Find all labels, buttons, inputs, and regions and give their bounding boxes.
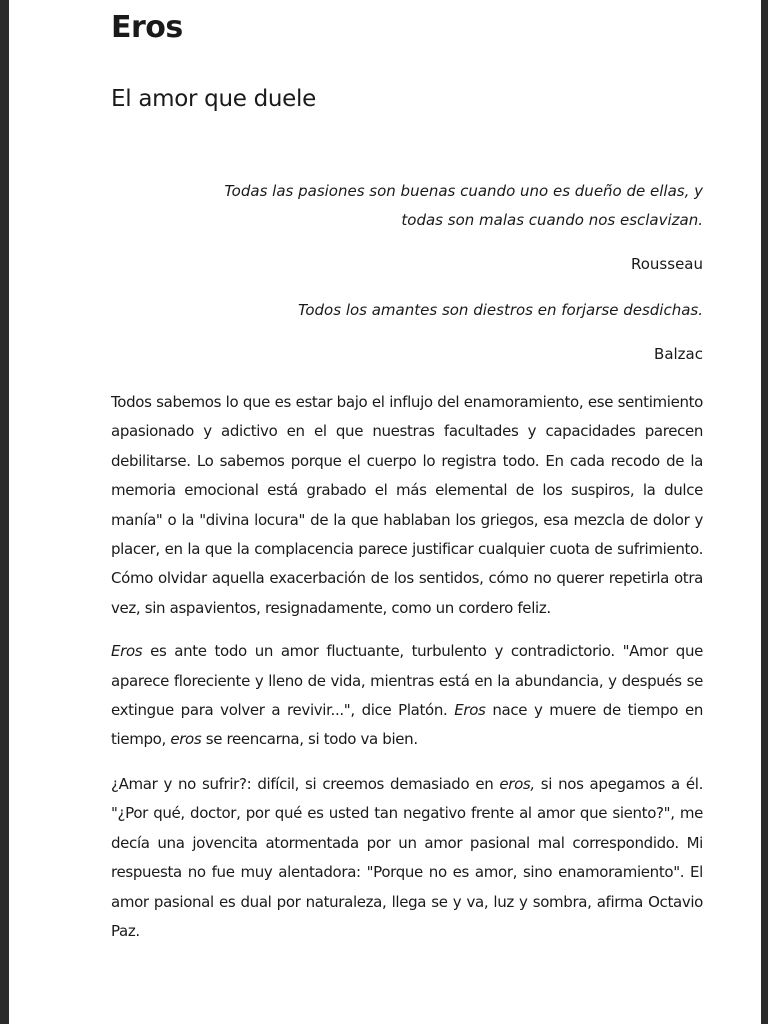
- eros-italic: eros,: [499, 774, 535, 793]
- chapter-title: Eros: [111, 10, 183, 45]
- paragraph-2-text-2: nace y muere de tiempo en tiempo,: [111, 701, 703, 749]
- body-paragraph-1: Todos sabemos lo que es estar bajo el influjo del enamoramiento, ese sentimiento apasionado y adictivo en el que nuestras facultades y capacidades parecen debilitarse. Lo sabemos porque el cuerpo lo registra todo. En cada recodo de la memoria emocional está grabado el más elemental de los suspiros, la dulce manía" o la "divina locura" de la que hablaban los griegos, esa mezcla de dolor y placer, en la que la complacencia parece justificar cualquier cuota de sufrimiento. Cómo olvidar aquella exacerbación de los sentidos, cómo no querer repetirla otra vez, sin aspavientos, resignadamente, como un cordero feliz.: [111, 393, 703, 617]
- epigraph-author-balzac: Balzac: [654, 345, 703, 363]
- paragraph-3-text-1: ¿Amar y no sufrir?: difícil, si creemos demasiado en: [111, 774, 500, 793]
- epigraph-quote-rousseau: Todas las pasiones son buenas cuando uno es dueño de ellas, y todas son malas cuando nos esclavizan.: [224, 182, 703, 229]
- book-page: [111, 0, 703, 961]
- epigraphs: [111, 177, 703, 366]
- paragraph-2-text-3: se reencarna, si todo va bien.: [201, 730, 418, 749]
- chapter-subtitle: El amor que duele: [111, 86, 316, 112]
- eros-italic: Eros: [111, 642, 143, 661]
- chapter-body: [111, 388, 703, 946]
- paragraph-3-text-2: si nos apegamos a él. "¿Por qué, doctor, por qué es usted tan negativo frente al amor que siento?", me decía una jovencita atormentada por un amor pasional mal correspondido. Mi respuesta no fue muy alentadora: "Porque no es amor, sino enamoramiento". El amor pasional es dual por naturaleza, llega se y va, luz y sombra, afirma Octavio Paz.: [111, 774, 703, 940]
- eros-italic: eros: [170, 730, 202, 749]
- scan-left-edge: [0, 0, 9, 1024]
- body-paragraph-3: [111, 770, 703, 946]
- epigraph-quote-balzac: Todos los amantes son diestros en forjarse desdichas.: [298, 301, 703, 319]
- paragraph-2-text-1: es ante todo un amor fluctuante, turbulento y contradictorio. "Amor que aparece floreciente y lleno de vida, mientras está en la abundancia, y después se extingue para volver a revivir...", dice Platón.: [111, 642, 703, 720]
- body-paragraph-2: [111, 637, 703, 755]
- epigraph-author-rousseau: Rousseau: [631, 255, 703, 273]
- eros-italic: Eros: [454, 701, 486, 720]
- scan-right-edge: [761, 0, 768, 1024]
